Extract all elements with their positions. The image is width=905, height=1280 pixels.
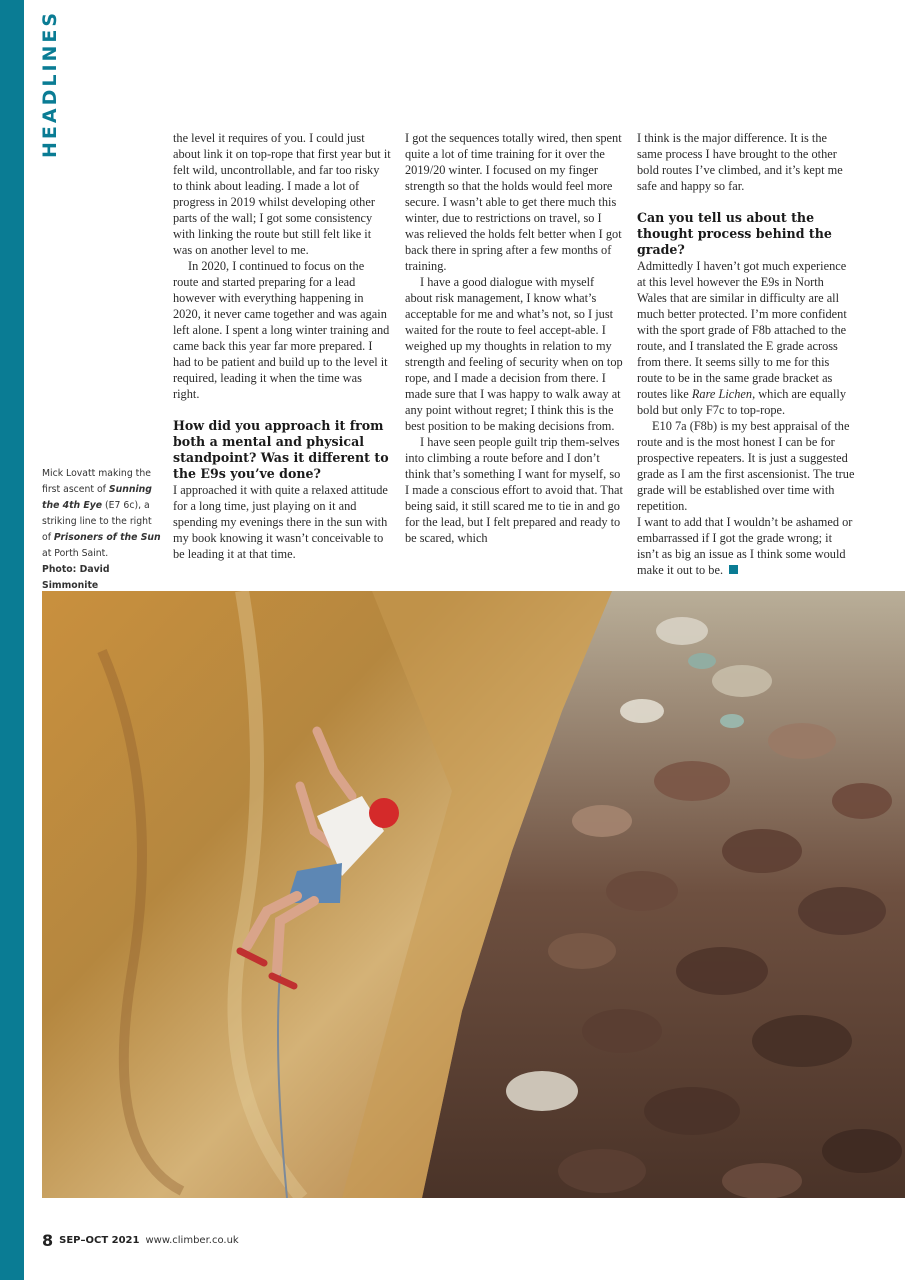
- issue-date: SEP–OCT 2021: [59, 1235, 140, 1246]
- article-column-3: [637, 130, 855, 578]
- end-of-article-square-icon: [729, 565, 738, 574]
- photo-credit: Photo: David Simmonite: [42, 564, 110, 591]
- col3-paragraph-4-text: I want to add that I wouldn’t be ashamed or embarrassed if I got the grade wrong; it isn’t as big an issue as I think some would make it out to be.: [637, 515, 853, 577]
- route-name-rare-lichen: Rare Lichen: [691, 387, 753, 401]
- question-heading-2: Can you tell us about the thought process behind the grade?: [637, 210, 832, 257]
- caption-route2: Prisoners of the Sun: [53, 532, 161, 543]
- page-footer: [42, 1230, 239, 1252]
- col3-paragraph-4: [637, 514, 855, 578]
- page-number: 8: [42, 1231, 54, 1250]
- climbing-photo: [42, 591, 905, 1198]
- caption-grade: (E7 6c), a striking line to the right of: [42, 500, 152, 543]
- col2-paragraph-3: I have seen people guilt trip them-selves into climbing a route before and I don’t think that’s something I want for myself, so I made a conscious effort to avoid that. That being said, it still scared me to tie in and go for the lead, but I felt prepared and ready to be scared, which: [405, 435, 623, 545]
- side-accent-bar: [0, 0, 24, 1280]
- col1-paragraph-1: the level it requires of you. I could just about link it on top-rope that first year but it felt wild, uncontrollable, and far too risky to think about leading. I made a lot of progress in 2019 whilst developing other parts of the wall; I got some consistency with linking the route but still felt like it was on another level to me.: [173, 131, 391, 257]
- col1-paragraph-3: I approached it with quite a relaxed attitude for a long time, just playing on it and spending my evenings there in the sun with my book knowing it wasn’t conceivable to be leading it at that time.: [173, 483, 388, 561]
- col1-paragraph-2: In 2020, I continued to focus on the route and started preparing for a lead however with everything happening in 2020, it never came together and was again left alone. I spent a long winter training and came back this year far more prepared. I had to be patient and build up to the level it required, leading it when the time was right.: [173, 259, 390, 401]
- col2-paragraph-1: I got the sequences totally wired, then spent quite a lot of time training for it over the 2019/20 winter. I focused on my finger strength so that the holds would feel more secure. I wasn’t able to get there much this winter, due to restrictions on travel, so I was relieved the holds felt better when I got back there in spring after a few months of training.: [405, 131, 622, 273]
- caption-suffix: at Porth Saint.: [42, 548, 109, 559]
- caption-route: Sunning the 4th Eye: [42, 484, 152, 511]
- photo-caption: [42, 466, 162, 594]
- question-heading-1: How did you approach it from both a mental and physical standpoint? Was it different to the E9s you’ve done?: [173, 418, 389, 481]
- caption-prefix: Mick Lovatt making the first ascent of: [42, 468, 151, 495]
- col3-paragraph-2: [637, 258, 855, 418]
- article-column-2: [405, 130, 623, 546]
- website-url: www.climber.co.uk: [145, 1235, 239, 1246]
- col3-paragraph-1: I think is the major difference. It is the same process I have brought to the other bold routes I’ve climbed, and it’s kept me safe and happy so far.: [637, 131, 843, 193]
- article-column-1: [173, 130, 391, 562]
- col2-paragraph-2: I have a good dialogue with myself about risk management, I know what’s acceptable for me and what’s not, so I just waited for the route to feel accept-able. I weighed up my thoughts in relation to my strength and feeling of security when on top rope, and I made a decision from there. I made sure that I was happy to walk away at any point without regret; I think this is the best position to be making decisions from.: [405, 275, 623, 433]
- climbing-photo-illustration: [42, 591, 905, 1198]
- col3-paragraph-2-end: , which are equally bold but only F7c to top-rope.: [637, 387, 846, 417]
- col3-paragraph-3: E10 7a (F8b) is my best appraisal of the route and is the most honest I can be for prospective repeaters. It is just a suggested grade as I am the first ascensionist. The true grade will be established over time with repetition.: [637, 419, 855, 513]
- col3-paragraph-2-text: Admittedly I haven’t got much experience at this level however the E9s in North Wales that are similar in difficulty are all much better protected. I’m more confident with the sport grade of F8b attached to the route, and I translated the E grade across from there. It seems silly to me for this route to be in the same grade bracket as routes like: [637, 259, 847, 401]
- section-label: HEADLINES: [39, 9, 61, 158]
